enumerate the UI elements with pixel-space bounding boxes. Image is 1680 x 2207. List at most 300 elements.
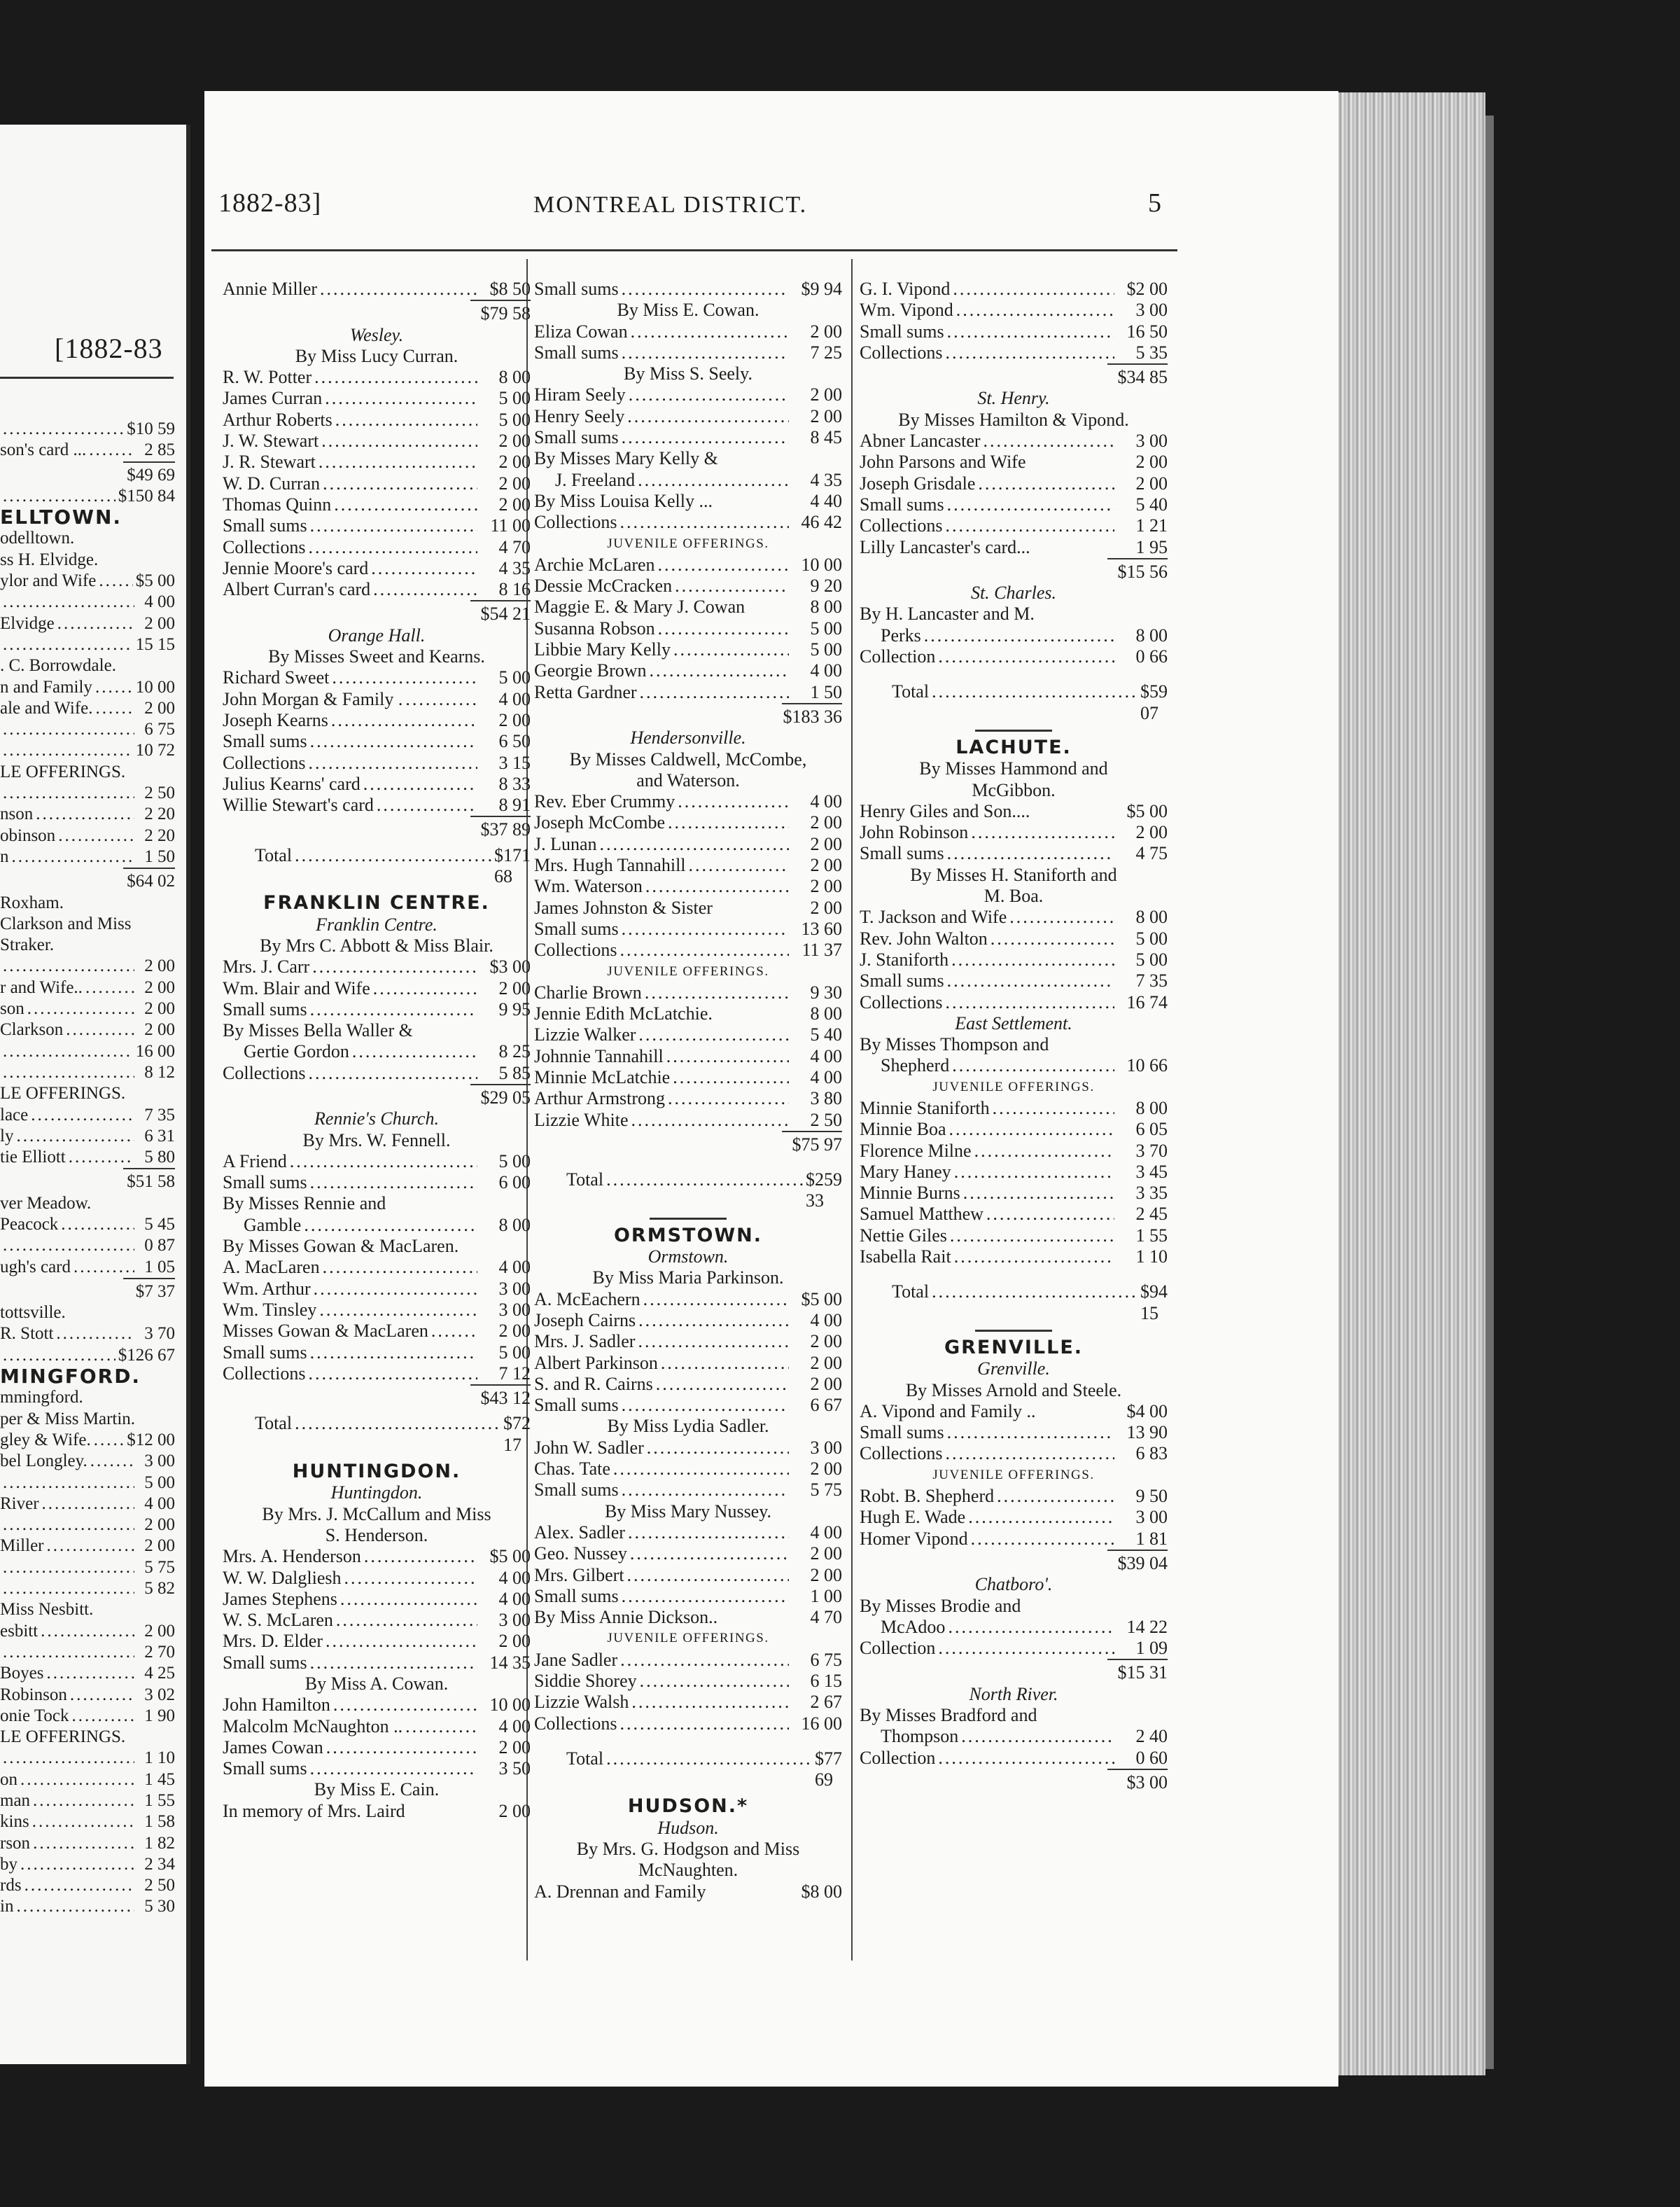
entry-name: Gamble: [244, 1214, 302, 1235]
leader-dots: [32, 1811, 134, 1832]
entry-amount: 8 00: [1135, 1097, 1168, 1118]
fragment-name: tie Elliott: [0, 1148, 66, 1167]
leader-dots: [336, 1610, 477, 1631]
total-row: [860, 1281, 1168, 1324]
entry-name: Small sums: [534, 1395, 619, 1416]
collector-line: By Mrs. W. Fennell.: [302, 1129, 451, 1150]
total-row: [860, 681, 1168, 724]
entry-name: Albert Curran's card: [223, 579, 371, 600]
entry-row: [860, 1055, 1168, 1076]
entry-name: Small sums: [534, 1480, 619, 1501]
column-3: [860, 279, 1168, 1793]
entry-name: Mrs. Gilbert: [534, 1564, 624, 1585]
entry-name: John Morgan & Family .: [223, 688, 403, 709]
entry-row: [860, 1726, 1168, 1747]
entry-name: Joseph Cairns: [534, 1309, 636, 1330]
fragment-row: [0, 419, 175, 440]
subtotal: $39 04: [1107, 1550, 1168, 1574]
entry-name: Collections: [860, 991, 943, 1012]
collector-line: By Misses Bradford and: [860, 1705, 1037, 1725]
total-amount: $59 07: [1140, 681, 1168, 723]
fragment-row: [0, 486, 175, 507]
collector-line: By Mrs. J. McCallum and Miss: [262, 1503, 491, 1524]
fragment-text: ss H. Elvidge.: [0, 550, 99, 569]
entry-name: Willie Stewart's card: [223, 795, 374, 816]
fragment-amount: 2 50: [144, 784, 175, 803]
leader-dots: [36, 804, 134, 825]
fragment-amount: 10 72: [135, 741, 175, 760]
fragment-amount: 5 30: [144, 1897, 175, 1916]
leader-dots: [47, 1536, 135, 1557]
leader-dots: [371, 558, 477, 579]
entry-amount: 13 90: [1126, 1422, 1168, 1443]
leader-dots: [352, 1041, 477, 1062]
book-page-edges: [1338, 92, 1485, 2075]
entry-name: Annie Miller: [223, 279, 318, 299]
entry-name: Geo. Nussey: [534, 1543, 627, 1564]
leader-dots: [622, 279, 789, 300]
entry-amount: 3 00: [810, 1437, 842, 1458]
fragment-row: [0, 1105, 175, 1126]
entry-name: Mrs. A. Henderson: [223, 1546, 361, 1567]
circuit-heading: ORMSTOWN.: [613, 1224, 763, 1246]
fragment-heading: MINGFORD.: [0, 1365, 141, 1388]
section-title: Orange Hall.: [328, 625, 426, 646]
fragment-amount: 2 00: [144, 1515, 175, 1535]
fragment-amount: 5 00: [144, 1473, 175, 1492]
fragment-text: LE OFFERINGS.: [0, 762, 126, 781]
leader-dots: [3, 740, 133, 761]
entry-name: Collections: [223, 1363, 306, 1384]
leader-dots: [658, 618, 789, 639]
leader-dots: [647, 1437, 789, 1458]
entry-name: Gertie Gordon: [244, 1041, 349, 1062]
entry-name: Small sums: [223, 1172, 307, 1193]
section-title: St. Henry.: [977, 388, 1050, 409]
entry-row: [860, 843, 1168, 864]
leader-dots: [963, 1183, 1114, 1204]
entry-name: Joseph Kearns: [223, 709, 328, 730]
leader-dots: [675, 576, 789, 597]
entry-row: [860, 1507, 1168, 1528]
entry-row: [223, 667, 531, 688]
entry-amount: 2 50: [810, 1109, 842, 1130]
circuit-heading: HUDSON.*: [627, 1795, 749, 1818]
entry-name: Jennie Moore's card: [223, 557, 369, 578]
leader-dots: [310, 1652, 477, 1673]
fragment-amount: 2 70: [144, 1642, 175, 1662]
leader-dots: [71, 1706, 134, 1727]
entry-amount: 14 22: [1126, 1616, 1168, 1637]
page-number: 5: [1148, 188, 1161, 218]
entry-amount: 1 95: [1135, 536, 1168, 557]
entry-row: [534, 1003, 842, 1024]
circuit-heading: HUNTINGDON.: [292, 1461, 461, 1483]
subtotal: $79 58: [470, 300, 531, 324]
fragment-amount: 3 70: [144, 1324, 175, 1344]
fragment-name: River: [0, 1494, 39, 1513]
entry-row: [860, 1183, 1168, 1204]
entry-row: [534, 1671, 842, 1692]
collector-line: By Miss A. Cowan.: [304, 1673, 449, 1694]
fragment-amount: 1 90: [144, 1706, 175, 1725]
entry-row: [534, 1395, 842, 1416]
entry-amount: 8 16: [498, 579, 531, 600]
fragment-row: [0, 826, 175, 847]
leader-dots: [947, 843, 1114, 864]
entry-amount: 4 35: [810, 469, 842, 490]
entry-row: [534, 555, 842, 576]
leader-dots: [938, 1748, 1114, 1769]
entry-name: Small sums: [223, 1342, 307, 1363]
fragment-name: onie Tock: [0, 1706, 69, 1725]
leader-dots: [924, 625, 1114, 646]
leader-dots: [323, 1257, 477, 1278]
entry-amount: 2 00: [810, 1458, 842, 1480]
fragment-row: [0, 1896, 175, 1917]
fragment-name: son: [0, 999, 24, 1019]
leader-dots: [678, 791, 789, 812]
collector-line: By Misses Hamilton & Vipond.: [898, 409, 1129, 430]
entry-name: Minnie McLatchie: [534, 1066, 671, 1087]
entry-amount: $5 00: [1126, 800, 1168, 821]
leader-dots: [622, 919, 789, 940]
entry-name: Malcolm McNaughton ..: [223, 1715, 403, 1736]
leader-dots: [666, 1046, 789, 1067]
fragment-amount: 1 82: [144, 1833, 175, 1853]
fragment-name: gley & Wife.: [0, 1430, 91, 1449]
leader-dots: [956, 300, 1114, 321]
fragment-text: Miss Nesbitt.: [0, 1600, 94, 1620]
entry-amount: 3 00: [498, 1610, 531, 1631]
fragment-row: [0, 440, 175, 461]
leader-dots: [24, 1875, 134, 1896]
entry-row: [860, 970, 1168, 991]
leader-dots: [333, 1694, 477, 1715]
leader-dots: [3, 1748, 134, 1769]
entry-row: [534, 321, 842, 342]
entry-amount: 10 66: [1126, 1055, 1168, 1076]
spacer: [860, 667, 1168, 677]
entry-name: Wm. Vipond: [860, 300, 953, 321]
entry-amount: 3 45: [1135, 1161, 1168, 1182]
leader-dots: [658, 555, 789, 576]
section-title: Ormstown.: [648, 1246, 729, 1267]
entry-amount: 7 25: [810, 342, 842, 363]
entry-amount: 2 00: [810, 876, 842, 897]
leader-dots: [12, 847, 135, 868]
entry-amount: 2 00: [498, 1800, 531, 1821]
leader-dots: [620, 512, 789, 533]
entry-row: [860, 279, 1168, 300]
entry-name: By Miss Louisa Kelly ...: [534, 490, 713, 511]
entry-row: [223, 537, 531, 558]
leader-dots: [3, 1557, 134, 1578]
entry-amount: 5 00: [1135, 949, 1168, 970]
entry-amount: 4 00: [810, 1522, 842, 1543]
leader-dots: [340, 1589, 477, 1610]
leader-dots: [308, 753, 477, 774]
book-spine-shadow: [1485, 116, 1494, 2069]
entry-amount: 11 00: [490, 515, 531, 536]
entry-row: [534, 1088, 842, 1109]
entry-amount: 4 70: [810, 1607, 842, 1628]
fragment-row: [0, 1854, 175, 1875]
entry-name: Lizzie Walsh: [534, 1692, 629, 1713]
fragment-name: ylor and Wife: [0, 571, 97, 591]
fragment-name: lace: [0, 1105, 29, 1125]
fragment-row: [0, 1663, 175, 1684]
fragment-amount: 2 00: [144, 999, 175, 1019]
fragment-row: [0, 1811, 175, 1832]
leader-dots: [3, 486, 115, 507]
leader-dots: [94, 1430, 125, 1451]
fragment-row: [0, 1147, 175, 1168]
entry-name: John Hamilton: [223, 1694, 330, 1715]
fragment-amount: $12 00: [127, 1430, 175, 1449]
leader-dots: [645, 982, 789, 1003]
entry-row: [223, 494, 531, 515]
entry-name: Small sums: [860, 494, 944, 515]
entry-row: [534, 660, 842, 681]
entry-row: [223, 388, 531, 409]
fragment-row: [0, 1062, 175, 1083]
juvenile-offerings-heading: JUVENILE OFFERINGS.: [932, 1079, 1095, 1094]
entry-name: Collections: [223, 752, 306, 773]
fragment-row: [0, 1621, 175, 1642]
entry-name: A. Drennan and Family: [534, 1881, 706, 1902]
entry-name: Minnie Burns: [860, 1183, 960, 1204]
entry-row: [534, 1331, 842, 1352]
entry-row: [534, 682, 842, 703]
leader-dots: [656, 1374, 789, 1395]
entry-amount: 13 60: [801, 918, 842, 939]
leader-dots: [689, 855, 789, 876]
entry-row: [223, 1568, 531, 1589]
entry-row: [860, 822, 1168, 843]
leader-dots: [3, 783, 134, 804]
leader-dots: [74, 1257, 134, 1278]
leader-dots: [20, 1769, 134, 1790]
fragment-amount: 15 15: [135, 634, 175, 654]
leader-dots: [951, 949, 1114, 970]
fragment-name: on: [0, 1769, 18, 1789]
juvenile-offerings-heading: JUVENILE OFFERINGS.: [607, 536, 769, 551]
leader-dots: [631, 1110, 789, 1131]
entry-amount: 4 40: [810, 490, 842, 511]
leader-dots: [630, 1543, 789, 1564]
fragment-name: nson: [0, 805, 34, 824]
entry-row: [860, 300, 1168, 321]
entry-amount: 1 81: [1135, 1528, 1168, 1549]
leader-dots: [978, 473, 1114, 494]
entry-name: Mary Haney: [860, 1161, 951, 1182]
leader-dots: [295, 845, 491, 866]
entry-row: [860, 801, 1168, 822]
juvenile-offerings-heading: JUVENILE OFFERINGS.: [607, 1631, 769, 1646]
entry-amount: 2 00: [498, 494, 531, 515]
entry-amount: 2 00: [1135, 473, 1168, 494]
entry-amount: $8 00: [801, 1881, 842, 1902]
entry-row: [860, 431, 1168, 452]
fragment-amount: 1 55: [144, 1791, 175, 1810]
entry-amount: 3 70: [1135, 1140, 1168, 1161]
entry-amount: $2 00: [1126, 279, 1168, 299]
entry-name: Robt. B. Shepherd: [860, 1486, 995, 1507]
leader-dots: [290, 1151, 477, 1172]
fragment-row: [0, 592, 175, 613]
entry-amount: 9 95: [498, 998, 531, 1019]
entry-amount: $8 50: [489, 279, 531, 299]
fragment-amount: 2 50: [144, 1876, 175, 1895]
entry-amount: 5 40: [1135, 494, 1168, 515]
leader-dots: [645, 876, 789, 897]
entry-amount: 0 60: [1135, 1747, 1168, 1768]
entry-row: [223, 1151, 531, 1172]
fragment-amount: $150 84: [118, 486, 175, 506]
leader-dots: [42, 1494, 134, 1515]
fragment-text: Clarkson and Miss: [0, 914, 132, 933]
section-title: Grenville.: [977, 1358, 1050, 1379]
collector-line: By Misses Hammond and: [919, 758, 1108, 779]
entry-name: Florence Milne: [860, 1140, 972, 1161]
entry-amount: 8 00: [498, 1214, 531, 1235]
section-title: Hendersonville.: [630, 727, 746, 749]
leader-dots: [47, 1663, 135, 1684]
fragment-text: Roxham.: [0, 893, 64, 912]
subtotal: $75 97: [782, 1131, 842, 1155]
leader-dots: [673, 1067, 789, 1088]
total-row: [534, 1169, 842, 1212]
leader-dots: [947, 494, 1114, 515]
collector-line: McGibbon.: [972, 779, 1056, 800]
collector-line: By Mrs C. Abbott & Miss Blair.: [260, 935, 493, 956]
entry-amount: 2 45: [1135, 1204, 1168, 1225]
separator-rule: [975, 730, 1052, 732]
entry-row: [534, 1458, 842, 1480]
fragment-row: [0, 1041, 175, 1062]
entry-row: [860, 1422, 1168, 1443]
leader-dots: [631, 321, 789, 342]
entry-name: Small sums: [860, 1422, 944, 1443]
entry-name: Shepherd: [881, 1055, 950, 1076]
fragment-row: [0, 1790, 175, 1811]
entry-row: [223, 999, 531, 1020]
fragment-text: per & Miss Martin.: [0, 1409, 136, 1428]
entry-row: [534, 1110, 842, 1131]
entry-amount: 11 37: [802, 940, 842, 961]
entry-amount: 9 30: [810, 982, 842, 1003]
entry-row: [860, 1443, 1168, 1464]
entry-amount: 2 00: [810, 1373, 842, 1394]
entry-name: Arthur Armstrong: [534, 1088, 666, 1109]
entry-amount: 0 66: [1135, 646, 1168, 667]
leader-dots: [622, 1395, 789, 1416]
fragment-row: [0, 1578, 175, 1599]
entry-name: Maggie E. & Mary J. Cowan: [534, 597, 746, 618]
leader-dots: [58, 826, 134, 847]
section-title: Huntingdon.: [330, 1482, 423, 1503]
entry-name: James Curran: [223, 388, 323, 409]
leader-dots: [3, 1041, 133, 1062]
fragment-row: [0, 804, 175, 825]
fragment-text: odelltown.: [0, 529, 75, 548]
leader-dots: [620, 940, 789, 961]
subtotal: $3 00: [1107, 1769, 1168, 1793]
entry-name: Hugh E. Wade: [860, 1507, 966, 1528]
entry-name: Thomas Quinn: [223, 494, 332, 515]
leader-dots: [629, 384, 789, 405]
leader-dots: [947, 321, 1114, 342]
leader-dots: [308, 1063, 477, 1084]
fragment-amount: $10 59: [127, 419, 175, 438]
leader-dots: [3, 719, 134, 740]
entry-name: Collections: [534, 512, 617, 533]
entry-amount: 3 00: [1135, 1507, 1168, 1528]
fragment-name: r and Wife..: [0, 977, 83, 997]
leader-dots: [405, 689, 477, 710]
entry-row: [534, 618, 842, 639]
entry-name: J. Freeland: [555, 469, 636, 490]
fragment-text: ver Meadow.: [0, 1193, 92, 1213]
entry-name: W. W. Dalgliesh: [223, 1567, 342, 1588]
total-label: Total: [892, 681, 930, 702]
fragment-name: Robinson: [0, 1685, 67, 1704]
entry-row: [223, 558, 531, 579]
fragment-row: [0, 1451, 175, 1472]
entry-amount: 14 35: [489, 1652, 531, 1673]
fragment-amount: 2 20: [144, 805, 175, 824]
subtotal: $54 21: [470, 600, 531, 625]
entry-amount: 2 00: [810, 321, 842, 342]
leader-dots: [983, 431, 1114, 452]
leader-dots: [295, 1413, 500, 1434]
leader-dots: [335, 410, 477, 431]
entry-row: [860, 515, 1168, 536]
circuit-heading: GRENVILLE.: [944, 1336, 1084, 1358]
total-row: [223, 845, 531, 888]
collector-line: By Misses Mary Kelly &: [534, 448, 718, 469]
entry-name: Small sums: [534, 427, 619, 448]
entry-amount: 6 75: [810, 1649, 842, 1670]
leader-dots: [643, 1289, 789, 1310]
entry-name: Retta Gardner: [534, 681, 637, 702]
fragment-row: [0, 1642, 175, 1663]
entry-row: [223, 1300, 531, 1321]
entry-name: Julius Kearns' card: [223, 773, 360, 794]
fragment-row: [0, 1430, 175, 1451]
spacer: [534, 1155, 842, 1165]
subtotal: $43 12: [470, 1384, 531, 1409]
entry-name: W. D. Curran: [223, 473, 321, 494]
entry-row: [534, 1310, 842, 1331]
leader-dots: [947, 970, 1114, 991]
fragment-amount: 2 00: [144, 977, 175, 997]
leader-dots: [69, 1147, 134, 1168]
fragment-row: [0, 1126, 175, 1147]
fragment-amount: 1 50: [144, 847, 175, 866]
collector-line: By Miss S. Seely.: [624, 363, 752, 384]
entry-amount: 2 00: [1135, 452, 1168, 473]
fragment-name: Peacock: [0, 1214, 59, 1234]
entry-name: Wm. Blair and Wife: [223, 977, 370, 998]
entry-amount: 6 50: [498, 731, 531, 752]
leader-dots: [622, 427, 789, 448]
entry-amount: 2 00: [810, 1564, 842, 1585]
entry-amount: 5 35: [1135, 342, 1168, 363]
column-1: [223, 279, 531, 1822]
leader-dots: [323, 473, 477, 494]
